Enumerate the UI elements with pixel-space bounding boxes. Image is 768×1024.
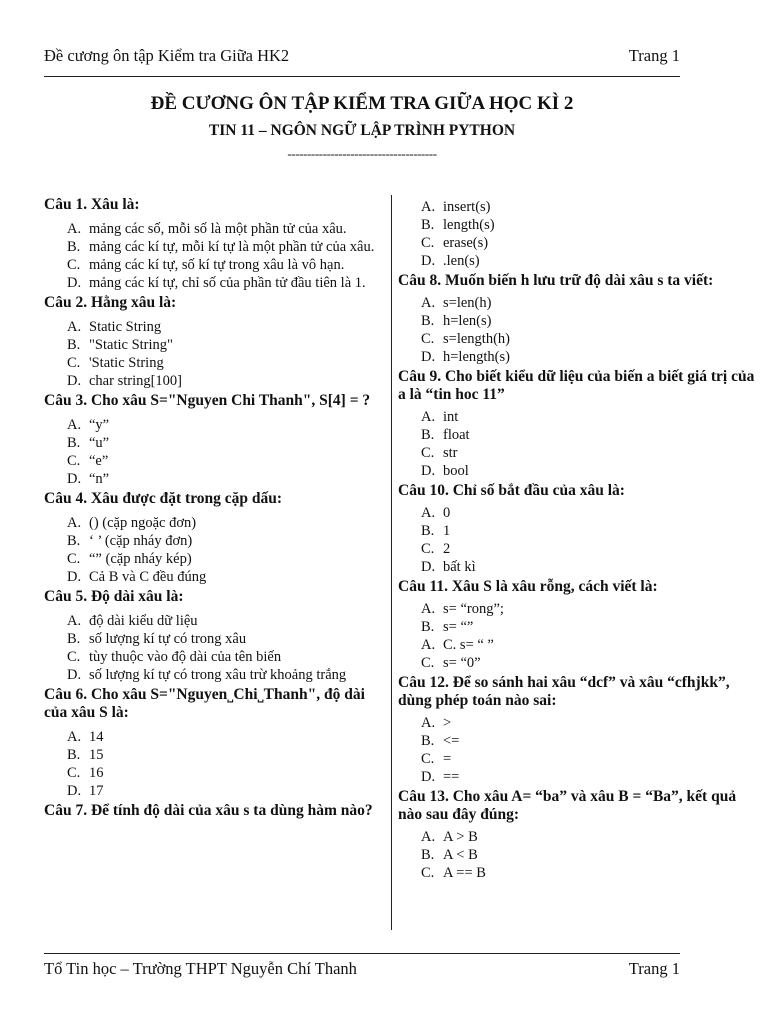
title-block (44, 92, 680, 162)
option-text: số lượng kí tự có trong xâu trừ khoảng trắng (89, 667, 347, 683)
answer-option (421, 714, 758, 732)
answer-option (421, 558, 758, 576)
option-letter: B. (67, 239, 81, 255)
option-letter: B. (67, 337, 81, 353)
title-separator: -------------------------------------- (287, 146, 437, 161)
option-letter: B. (421, 619, 435, 635)
answer-option (67, 434, 388, 452)
answer-option (421, 216, 758, 234)
option-text: 1 (443, 523, 451, 539)
answer-option (67, 550, 388, 568)
option-text: C. s= “ ” (443, 637, 494, 653)
option-letter: B. (67, 747, 81, 763)
option-letter: C. (421, 331, 435, 347)
question-text: Câu 5. Độ dài xâu là: (44, 588, 184, 605)
question-text: Câu 8. Muốn biến h lưu trữ độ dài xâu s ta viết: (398, 272, 714, 289)
answer-option (67, 728, 388, 746)
option-text: “e” (89, 453, 109, 469)
answer-option (421, 540, 758, 558)
answer-option (421, 828, 758, 846)
answer-option (67, 336, 388, 354)
option-letter: C. (421, 445, 435, 461)
option-text: 16 (89, 765, 104, 781)
question-text: Câu 10. Chỉ số bắt đầu của xâu là: (398, 482, 625, 499)
option-text: mảng các kí tự, chỉ số của phần tử đầu tiên là 1. (89, 275, 366, 291)
answer-option (67, 452, 388, 470)
option-letter: C. (67, 551, 81, 567)
answer-option (67, 256, 388, 274)
question-text: Câu 6. Cho xâu S="Nguyen˽Chi˽Thanh", độ dài của xâu S là: (44, 686, 365, 721)
option-text: 0 (443, 505, 451, 521)
option-text: tùy thuộc vào độ dài của tên biến (89, 649, 282, 665)
option-text: “n” (89, 471, 110, 487)
option-letter: D. (421, 559, 436, 575)
option-text: char string[100] (89, 373, 183, 389)
option-letter: B. (67, 533, 81, 549)
answer-option (67, 238, 388, 256)
header-title: Đề cương ôn tập Kiểm tra Giữa HK2 (44, 46, 290, 65)
option-text: số lượng kí tự có trong xâu (89, 631, 247, 647)
option-text: mảng các số, mỗi số là một phần tử của xâu. (89, 221, 347, 237)
question-text: Câu 12. Để so sánh hai xâu “dcf” và xâu “cfhjkk”, dùng phép toán nào sai: (398, 674, 730, 709)
page-footer (44, 953, 680, 984)
option-text: “u” (89, 435, 110, 451)
question-text: Câu 11. Xâu S là xâu rỗng, cách viết là: (398, 578, 658, 595)
answer-option (421, 654, 758, 672)
option-text: bất kì (443, 559, 476, 575)
option-text: s=len(h) (443, 295, 492, 311)
option-text: ‘ ’ (cặp nháy đơn) (89, 533, 193, 549)
option-text: s= “” (443, 619, 474, 635)
answer-option (67, 220, 388, 238)
option-letter: B. (67, 435, 81, 451)
left-column (44, 196, 388, 820)
option-letter: D. (67, 783, 82, 799)
answer-option (67, 746, 388, 764)
option-letter: B. (67, 631, 81, 647)
option-letter: A. (421, 637, 436, 653)
footer-page-number: Trang 1 (628, 959, 680, 978)
option-letter: C. (67, 453, 81, 469)
option-letter: A. (421, 409, 436, 425)
answer-option (421, 444, 758, 462)
option-letter: B. (421, 523, 435, 539)
option-text: () (cặp ngoặc đơn) (89, 515, 197, 531)
answer-option (421, 330, 758, 348)
answer-option (421, 294, 758, 312)
option-text: int (443, 409, 459, 425)
column-divider (391, 195, 392, 930)
option-text: s= “0” (443, 655, 481, 671)
answer-option (67, 532, 388, 550)
option-text: == (443, 769, 460, 785)
option-text: float (443, 427, 470, 443)
footer-school: Tổ Tin học – Trường THPT Nguyễn Chí Thanh (44, 959, 357, 978)
answer-option (421, 636, 758, 654)
option-letter: B. (421, 313, 435, 329)
option-letter: D. (67, 569, 82, 585)
option-letter: A. (67, 417, 82, 433)
option-text: Static String (89, 319, 162, 335)
answer-option (67, 666, 388, 684)
option-letter: A. (67, 221, 82, 237)
option-text: A == B (443, 865, 486, 881)
answer-option (67, 630, 388, 648)
option-text: 15 (89, 747, 104, 763)
option-text: mảng các kí tự, mỗi kí tự là một phần tử của xâu. (89, 239, 375, 255)
answer-option (421, 618, 758, 636)
option-letter: D. (67, 667, 82, 683)
option-letter: C. (67, 765, 81, 781)
option-letter: C. (421, 541, 435, 557)
option-text: length(s) (443, 217, 495, 233)
option-letter: C. (67, 257, 81, 273)
option-text: str (443, 445, 458, 461)
option-letter: B. (421, 733, 435, 749)
right-column (398, 198, 758, 882)
answer-option (67, 372, 388, 390)
answer-option (421, 462, 758, 480)
answer-option (421, 408, 758, 426)
option-letter: D. (67, 471, 82, 487)
answer-option (421, 846, 758, 864)
answer-option (421, 750, 758, 768)
option-letter: D. (67, 275, 82, 291)
answer-option (421, 522, 758, 540)
option-text: s=length(h) (443, 331, 510, 347)
option-text: độ dài kiểu dữ liệu (89, 613, 198, 629)
header-page-number: Trang 1 (628, 46, 680, 65)
option-letter: A. (67, 613, 82, 629)
answer-option (67, 354, 388, 372)
option-letter: A. (67, 515, 82, 531)
option-text: <= (443, 733, 460, 749)
question-text: Câu 4. Xâu được đặt trong cặp dấu: (44, 490, 283, 507)
option-letter: C. (421, 865, 435, 881)
option-letter: A. (421, 295, 436, 311)
page-header (44, 44, 680, 77)
answer-option (421, 252, 758, 270)
answer-option (67, 648, 388, 666)
question-text: Câu 9. Cho biết kiểu dữ liệu của biến a biết giá trị của a là “tin hoc 11” (398, 368, 755, 403)
question-text: Câu 2. Hằng xâu là: (44, 294, 177, 311)
option-text: 17 (89, 783, 104, 799)
answer-option (67, 782, 388, 800)
option-letter: C. (67, 355, 81, 371)
question-text: Câu 1. Xâu là: (44, 196, 140, 213)
answer-option (421, 600, 758, 618)
document-title: ĐỀ CƯƠNG ÔN TẬP KIỂM TRA GIỮA HỌC KÌ 2 (150, 93, 574, 114)
option-letter: A. (421, 505, 436, 521)
answer-option (421, 864, 758, 882)
option-text: s= “rong”; (443, 601, 504, 617)
option-letter: D. (67, 373, 82, 389)
answer-option (421, 426, 758, 444)
option-text: mảng các kí tự, số kí tự trong xâu là vô hạn. (89, 257, 345, 273)
option-text: bool (443, 463, 469, 479)
option-text: A < B (443, 847, 478, 863)
document-subtitle: TIN 11 – NGÔN NGỮ LẬP TRÌNH PYTHON (208, 122, 516, 139)
option-text: 14 (89, 729, 104, 745)
answer-option (421, 312, 758, 330)
question-text: Câu 3. Cho xâu S="Nguyen Chi Thanh", S[4] = ? (44, 392, 371, 409)
option-letter: B. (421, 427, 435, 443)
option-letter: C. (421, 235, 435, 251)
answer-option (421, 234, 758, 252)
answer-option (67, 470, 388, 488)
option-text: insert(s) (443, 199, 491, 215)
answer-option (421, 198, 758, 216)
option-text: h=len(s) (443, 313, 492, 329)
option-text: 2 (443, 541, 451, 557)
question-text: Câu 7. Để tính độ dài của xâu s ta dùng hàm nào? (44, 802, 373, 819)
option-letter: D. (421, 769, 436, 785)
answer-option (421, 504, 758, 522)
option-text: .len(s) (443, 253, 480, 269)
option-letter: A. (421, 829, 436, 845)
answer-option (67, 318, 388, 336)
option-letter: C. (421, 751, 435, 767)
option-text: = (443, 751, 452, 767)
option-letter: A. (421, 601, 436, 617)
answer-option (67, 568, 388, 586)
answer-option (67, 612, 388, 630)
option-letter: A. (67, 729, 82, 745)
option-letter: B. (421, 217, 435, 233)
option-text: 'Static String (89, 355, 164, 371)
answer-option (67, 274, 388, 292)
option-text: “” (cặp nháy kép) (89, 551, 192, 567)
option-letter: A. (67, 319, 82, 335)
option-text: "Static String" (89, 337, 173, 353)
question-text: Câu 13. Cho xâu A= “ba” và xâu B = “Ba”, kết quả nào sau đây đúng: (398, 788, 737, 823)
answer-option (421, 768, 758, 786)
answer-option (67, 514, 388, 532)
option-letter: A. (421, 199, 436, 215)
option-letter: A. (421, 715, 436, 731)
answer-option (67, 416, 388, 434)
option-text: Cả B và C đều đúng (89, 569, 207, 585)
answer-option (421, 732, 758, 750)
option-letter: D. (421, 349, 436, 365)
option-text: h=length(s) (443, 349, 510, 365)
option-text: erase(s) (443, 235, 489, 251)
option-letter: C. (421, 655, 435, 671)
option-letter: B. (421, 847, 435, 863)
option-letter: D. (421, 463, 436, 479)
option-text: A > B (443, 829, 478, 845)
option-letter: D. (421, 253, 436, 269)
option-letter: C. (67, 649, 81, 665)
option-text: “y” (89, 417, 110, 433)
answer-option (67, 764, 388, 782)
answer-option (421, 348, 758, 366)
option-text: > (443, 715, 452, 731)
